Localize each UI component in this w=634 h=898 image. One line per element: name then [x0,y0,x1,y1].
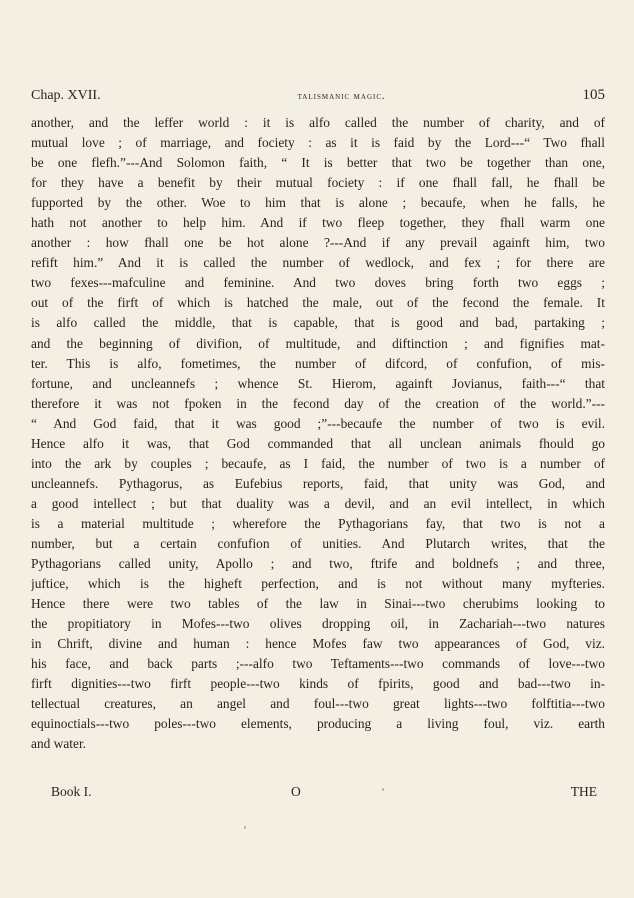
text-line: another, and the leffer world : it is alfo called the number of charity, and of [31,115,605,130]
text-line: therefore it was not fpoken in the fecond day of the creation of the world.”--- [31,395,605,411]
text-line: Pythagorians called unity, Apollo ; and two, ftrife and boldnefs ; and three, [31,556,605,572]
text-line: out of the firft of which is hatched the male, out of the fecond the female. It [31,295,605,311]
page-number: 105 [582,87,605,103]
signature-mark: O [291,784,301,799]
text-line: Hence alfo it was, that God commanded that all unclean animals fhould go [31,435,605,451]
running-title: talismanic magic. [297,91,386,102]
catchword: THE [570,784,597,799]
text-line: in Chrift, divine and human : hence Mofes faw two appearances of God, viz. [31,636,605,652]
text-line: fortune, and uncleannefs ; whence St. Hierom, againft Jovianus, faith---“ that [31,375,605,391]
text-line: number, but a certain confufion of unities. And Plutarch writes, that the [31,535,605,551]
text-line: is alfo called the middle, that is capable, that is good and bad, partaking ; [31,315,605,331]
text-line: equinoctials---two poles---two elements, producing a living foul, viz. earth [31,716,605,732]
text-line: “ And God faid, that it was good ;”---becaufe the number of two is evil. [31,415,605,431]
signature-label: Book I. [51,784,92,799]
chapter-heading: Chap. XVII. [31,88,101,103]
text-line: mutual love ; of marriage, and fociety : as it is faid by the Lord---“ Two fhall [31,135,605,151]
text-line: the propitiatory in Mofes---two olives dropping oil, in Zachariah---two natures [31,616,605,632]
text-line: be one flefh.”---And Solomon faith, “ It is better that two be together than one, [31,155,605,171]
text-line: and water. [31,736,87,752]
text-line: for they have a benefit by their mutual fociety : if one fhall fall, he fhall be [31,175,605,191]
text-line: another : how fhall one be hot alone ?---And if any prevail againft him, two [31,235,605,251]
running-header [31,87,605,109]
text-line: into the ark by couples ; becaufe, as I faid, the number of two is a number of [31,455,605,471]
page-footer [31,784,605,804]
text-line: and the beginning of divifion, of multitude, and diftinction ; and fignifies mat- [31,335,605,351]
text-line: his face, and back parts ;---alfo two Teftaments---two commands of love---two [31,656,605,672]
text-line: refift him.” And it is called the number of wedlock, and fex ; for there are [31,255,605,271]
text-line: firft dignities---two firft people---two kinds of fpirits, good and bad---two in- [31,676,605,692]
text-line: juftice, which is the higheft perfection, and is not without many myfteries. [31,576,605,592]
text-line: hath not another to help him. And if two fleep together, they fhall warm one [31,215,605,231]
text-line: fupported by the other. Woe to him that is alone ; becaufe, when he falls, he [31,195,605,211]
paper-speck [244,826,246,829]
text-line: Hence there were two tables of the law in Sinai---two cherubims looking to [31,596,605,612]
body-text [31,113,605,755]
paper-speck [382,788,384,791]
text-line: tellectual creatures, an angel and foul---two great lights---two folftitia---two [31,696,605,712]
text-line: uncleannefs. Pythagorus, as Eufebius reports, faid, that unity was God, and [31,475,605,491]
text-line: two fexes---mafculine and feminine. And two doves bring forth two eggs ; [31,275,605,291]
text-line: ter. This is alfo, fometimes, the number of difcord, of confufion, of mis- [31,355,605,371]
text-line: a good intellect ; but that duality was a devil, and an evil intellect, in which [31,495,605,511]
text-line: is a material multitude ; wherefore the Pythagorians fay, that two is not a [31,515,605,531]
